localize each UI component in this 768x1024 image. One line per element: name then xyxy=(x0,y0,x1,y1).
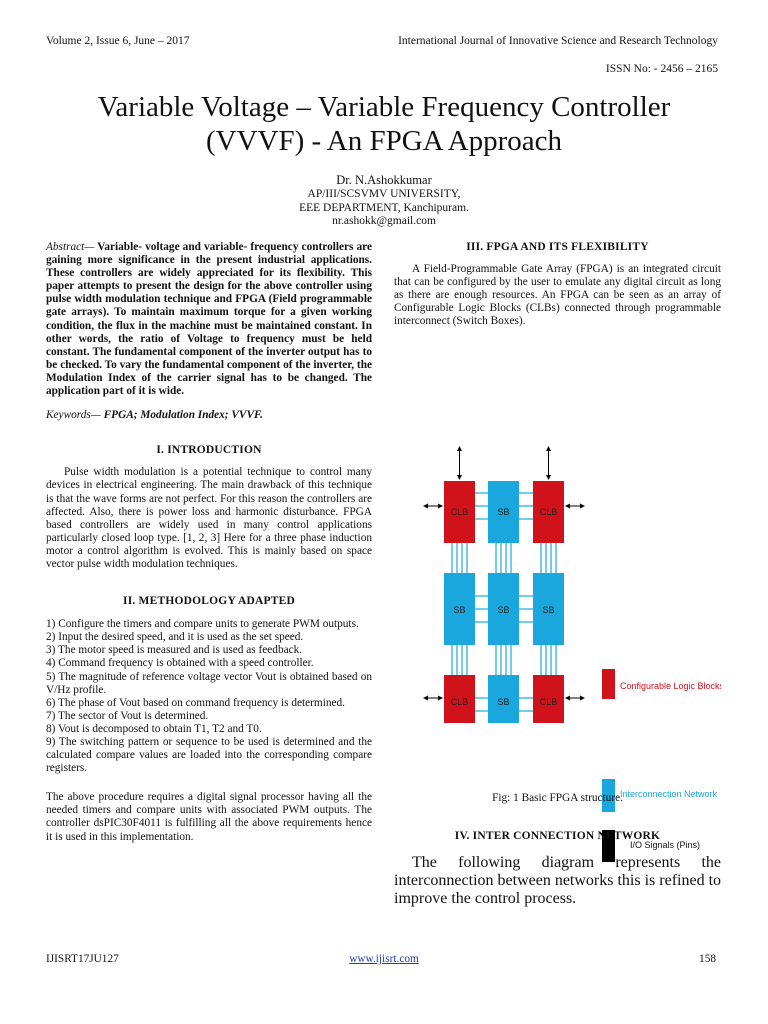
fpga-paragraph: A Field-Programmable Gate Array (FPGA) is an integrated circuit that can be configured by the user to emulate any digital circuit as long as there are enough resources. An FPGA can be seen as an array of Configurable Logic Blocks (CLBs) connected through programmable interconnect (Switch Boxes). xyxy=(394,263,721,328)
methodology-step: 5) The magnitude of reference voltage vector Vout is obtained based on V/Hz profile. xyxy=(46,670,372,696)
author-block xyxy=(184,172,584,229)
author-affiliation-1: AP/III/SCSVMV UNIVERSITY, xyxy=(307,188,461,200)
clb-label: CLB xyxy=(539,696,558,707)
clb-label: CLB xyxy=(450,506,469,517)
keywords xyxy=(46,409,372,422)
keywords-label: Keywords— xyxy=(46,409,101,422)
author-name: Dr. N.Ashokkumar xyxy=(336,173,432,187)
methodology-step: 4) Command frequency is obtained with a speed controller. xyxy=(46,657,314,670)
journal-name: International Journal of Innovative Science and Research Technology xyxy=(398,35,718,47)
methodology-steps xyxy=(46,618,372,775)
methodology-step: 7) The sector of Vout is determined. xyxy=(46,709,209,722)
section-heading-fpga: III. FPGA AND ITS FLEXIBILITY xyxy=(466,241,649,253)
sb-label: SB xyxy=(497,506,510,517)
title-line-2: (VVVF) - An FPGA Approach xyxy=(205,125,563,157)
footer-website xyxy=(0,953,768,965)
paper-title xyxy=(40,90,728,158)
fpga-structure-diagram xyxy=(394,343,721,723)
interconnect-paragraph: The following diagram represents the interconnection between networks this is refined to improve the control process. xyxy=(394,854,722,907)
abstract-text: Variable- voltage and variable- frequency controllers are gaining more significance in the present industrial applications. These controllers are widely appreciated for its flexibility. This paper attempts to present the design for the above controller using pulse width modulation technique and FPGA (Field programmable gate arrays). To maintain maximum torque for a given working condition, the flux in the machine must be maintained constant. In other words, the ratio of Voltage to frequency must be held constant. The fundamental component of the inverter output has to be checked. To vary the fundamental component of the inverter, the Modulation Index of the carrier signal has to be changed. The application part of it is wide. xyxy=(46,241,372,398)
keywords-text: FPGA; Modulation Index; VVVF. xyxy=(100,409,263,422)
issn-number: ISSN No: - 2456 – 2165 xyxy=(605,63,718,75)
clb-label: CLB xyxy=(539,506,558,517)
author-email: nr.ashokk@gmail.com xyxy=(332,215,436,227)
legend-label-io: I/O Signals (Pins) xyxy=(630,839,701,850)
title-line-1: Variable Voltage – Variable Frequency Controller xyxy=(97,91,671,123)
author-affiliation-2: EEE DEPARTMENT, Kanchipuram. xyxy=(299,201,469,214)
section-heading-methodology: II. METHODOLOGY ADAPTED xyxy=(123,595,295,608)
page-number: 158 xyxy=(699,953,716,965)
methodology-step: 1) Configure the timers and compare units to generate PWM outputs. xyxy=(46,618,359,631)
methodology-step: 6) The phase of Vout based on command frequency is determined. xyxy=(46,696,345,709)
sb-label: SB xyxy=(542,604,555,615)
paper-id: IJISRT17JU127 xyxy=(46,953,119,965)
methodology-step: 9) The switching pattern or sequence to be used is determined and the calculated compare values are loaded into the corresponding compare registers. xyxy=(46,736,372,775)
abstract xyxy=(46,241,372,398)
right-column-lower xyxy=(394,784,721,908)
methodology-closing-paragraph: The above procedure requires a digital signal processor having all the needed timers and compare units with associated PWM outputs. The controller dsPIC30F4011 is fulfilling all the above requirements hence it is used in this implementation. xyxy=(46,791,372,843)
legend-label-interconnect: Interconnection Network xyxy=(620,788,718,799)
sb-label: SB xyxy=(453,604,466,615)
section-heading-introduction: I. INTRODUCTION xyxy=(156,444,262,457)
sb-label: SB xyxy=(497,696,510,707)
section-heading-interconnect: IV. INTER CONNECTION NETWORK xyxy=(454,830,661,842)
volume-issue: Volume 2, Issue 6, June – 2017 xyxy=(46,35,190,47)
left-column xyxy=(46,241,372,844)
legend-swatch-clb xyxy=(602,669,615,699)
legend-label-clb: Configurable Logic Blocks xyxy=(620,680,721,691)
methodology-step: 8) Vout is decomposed to obtain T1, T2 and T0. xyxy=(46,722,262,735)
sb-label: SB xyxy=(497,604,510,615)
methodology-step: 2) Input the desired speed, and it is used as the set speed. xyxy=(46,631,304,644)
introduction-paragraph: Pulse width modulation is a potential technique to control many devices in electrical engineering. The main drawback of this technique is that the wave forms are not perfect. For this reason the controllers are affected. Also, there is power loss and harmonic disturbance. FPGA based controllers are widely used in many control applications particularly closed loop type. [1, 2, 3] Here for a three phase induction motor a control algorithm is evolved. This is mainly based on space vector pulse width modulation techniques. xyxy=(46,466,372,570)
methodology-step: 3) The motor speed is measured and is used as feedback. xyxy=(46,644,303,657)
figure-caption: Fig: 1 Basic FPGA structure. xyxy=(492,792,623,804)
website-link[interactable]: www.ijisrt.com xyxy=(349,953,419,965)
abstract-label: Abstract— xyxy=(46,241,95,253)
clb-label: CLB xyxy=(450,696,469,707)
